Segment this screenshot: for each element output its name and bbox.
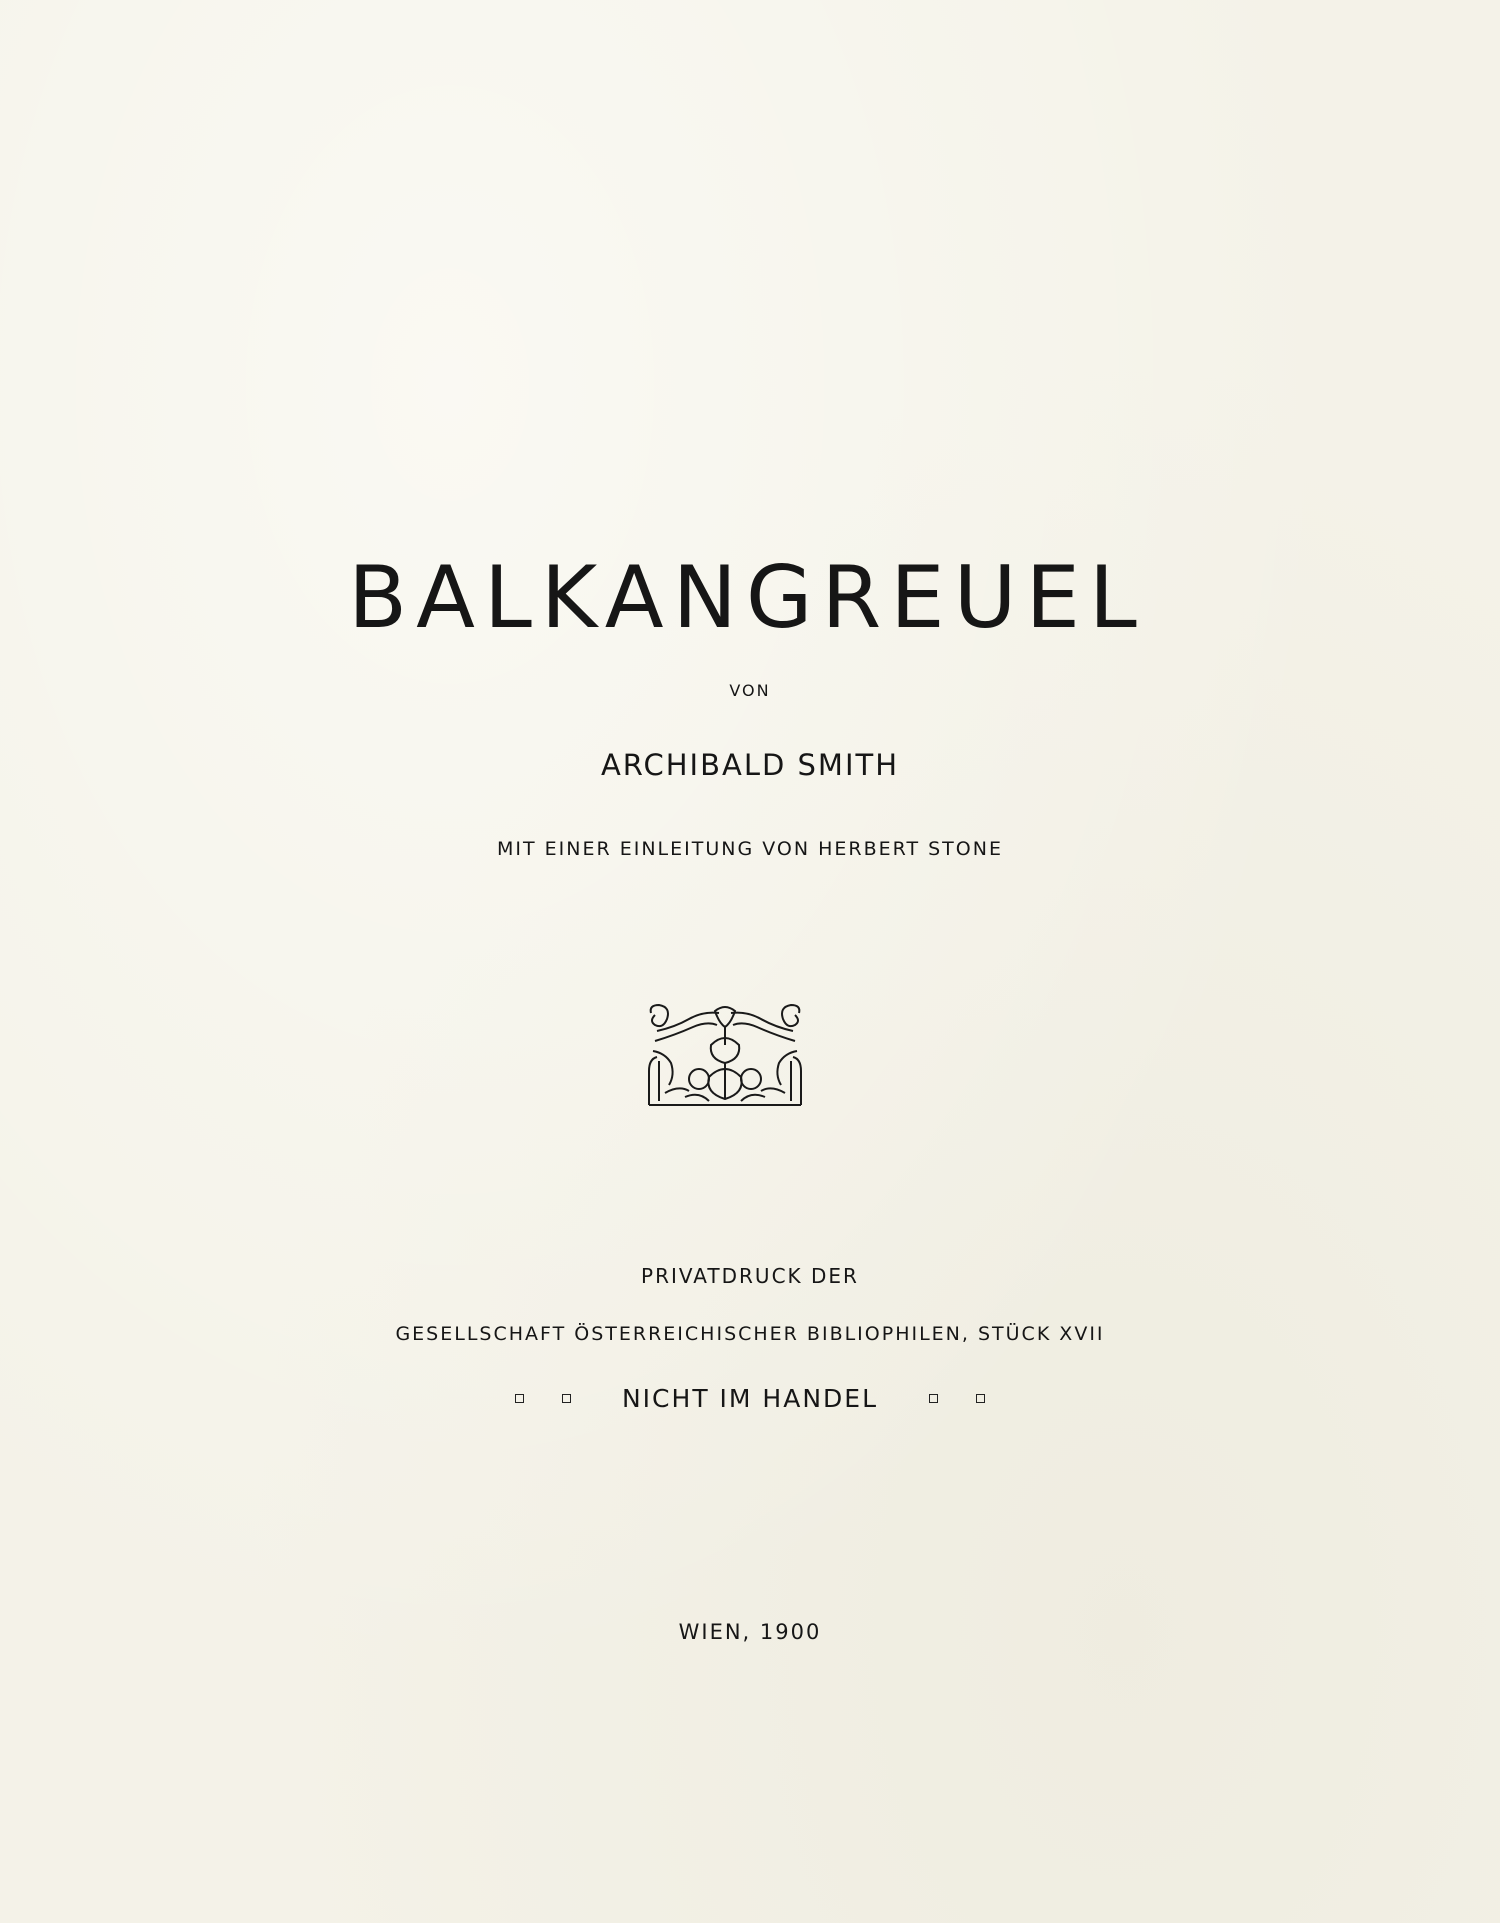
not-for-sale-label: NICHT IM HANDEL (621, 1383, 878, 1413)
author-name: ARCHIBALD SMITH (600, 748, 900, 782)
imprint-line-1: PRIVATDRUCK DER (641, 1264, 859, 1288)
not-for-sale-row (0, 1381, 1500, 1415)
square-ornament-icon (929, 1394, 938, 1403)
imprint-line-2: GESELLSCHAFT ÖSTERREICHISCHER BIBLIOPHILEN, STÜCK XVII (395, 1323, 1105, 1345)
by-label: VON (729, 681, 771, 700)
square-ornament-icon (976, 1394, 985, 1403)
place-and-year: WIEN, 1900 (678, 1620, 822, 1644)
book-title: BALKANGREUEL (348, 548, 1146, 648)
art-nouveau-floral-vignette-icon (645, 1001, 805, 1108)
introduction-credit: MIT EINER EINLEITUNG VON HERBERT STONE (497, 838, 1003, 860)
square-ornament-icon (515, 1394, 524, 1403)
square-ornament-icon (562, 1394, 571, 1403)
